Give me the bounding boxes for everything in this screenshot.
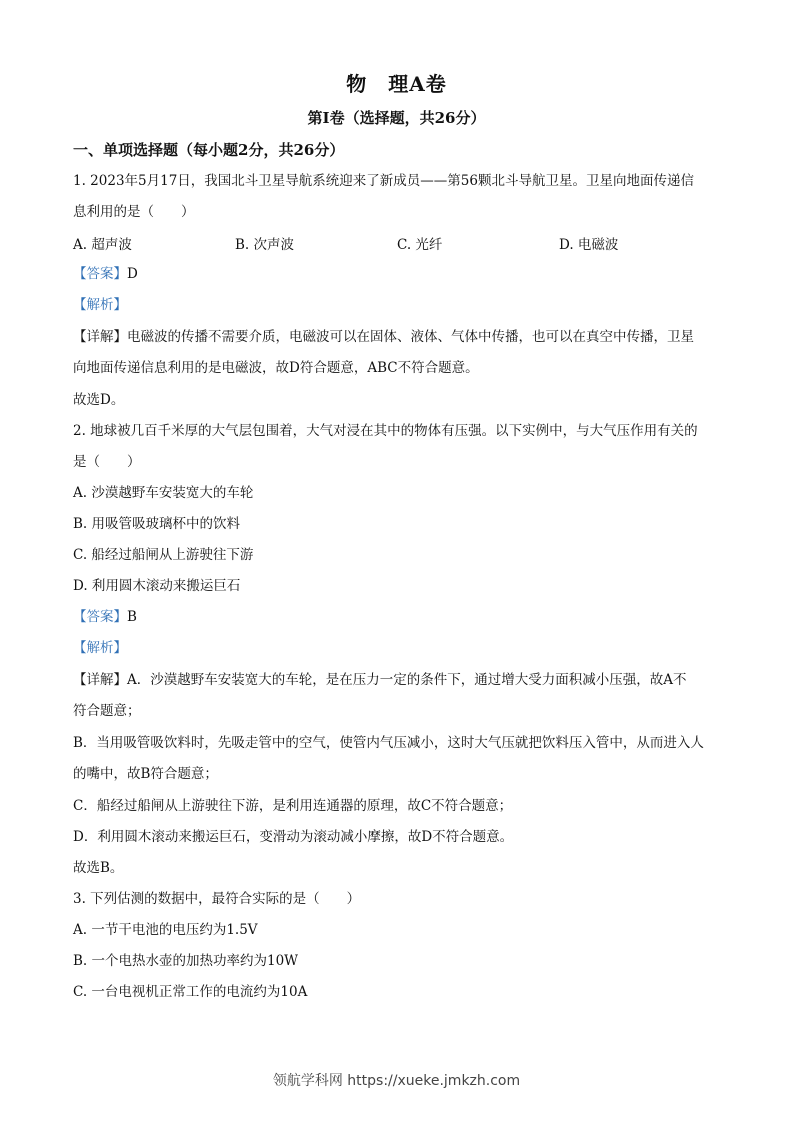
q1-stem-line2: 息利用的是（ ） — [73, 204, 195, 220]
part-title: 第Ⅰ卷（选择题，共26分） — [307, 109, 486, 127]
detail-tag: 【详解】 — [73, 672, 127, 688]
q2-answer — [73, 607, 137, 627]
answer-value: B — [127, 609, 137, 625]
detail-tag: 【详解】 — [73, 329, 127, 345]
q1-option-c: C. 光纤 — [397, 237, 443, 253]
page-title: 物 理A卷 — [346, 72, 447, 96]
section-heading: 一、单项选择题（每小题2分，共26分） — [73, 141, 345, 159]
q1-options — [73, 233, 723, 253]
q2-option-d: D. 利用圆木滚动来搬运巨石 — [73, 578, 241, 594]
q1-answer — [73, 264, 138, 284]
q2-detail-line3: B．当用吸管吸饮料时，先吸走管中的空气，使管内气压减小，这时大气压就把饮料压入管中，从而进入人 — [73, 735, 704, 751]
q2-detail-line2: 符合题意； — [73, 703, 141, 719]
q3-option-a: A. 一节干电池的电压约为1.5V — [73, 922, 258, 938]
q3-option-b: B. 一个电热水壶的加热功率约为10W — [73, 953, 299, 969]
q2-option-c: C. 船经过船闸从上游驶往下游 — [73, 547, 254, 563]
q1-detail-line1 — [73, 327, 694, 347]
q2-analysis-tag: 【解析】 — [73, 640, 127, 656]
q2-detail-line4: 的嘴中，故B符合题意； — [73, 766, 218, 782]
q1-option-d: D. 电磁波 — [559, 237, 619, 253]
q1-option-a: A. 超声波 — [73, 237, 132, 253]
q3-stem: 3. 下列估测的数据中，最符合实际的是（ ） — [73, 891, 361, 907]
q3-option-c: C. 一台电视机正常工作的电流约为10A — [73, 984, 308, 1000]
q1-detail-line2: 向地面传递信息利用的是电磁波，故D符合题意，ABC不符合题意。 — [73, 360, 479, 376]
q2-detail-line6: D．利用圆木滚动来搬运巨石，变滑动为滚动减小摩擦，故D不符合题意。 — [73, 829, 514, 845]
detail-text: A．沙漠越野车安装宽大的车轮，是在压力一定的条件下，通过增大受力面积减小压强，故A不 — [127, 672, 687, 688]
q2-stem-line2: 是（ ） — [73, 454, 141, 470]
q2-detail-line1 — [73, 670, 687, 690]
answer-tag: 【答案】 — [73, 609, 127, 625]
q1-stem-line1: 1. 2023年5月17日，我国北斗卫星导航系统迎来了新成员——第56颗北斗导航卫星。卫星向地面传递信 — [73, 173, 694, 189]
q2-stem-line1: 2. 地球被几百千米厚的大气层包围着，大气对浸在其中的物体有压强。以下实例中，与大气压作用有关的 — [73, 423, 698, 439]
q2-detail-line5: C．船经过船闸从上游驶往下游，是利用连通器的原理，故C不符合题意； — [73, 798, 513, 814]
q1-option-b: B. 次声波 — [235, 237, 295, 253]
detail-text: 电磁波的传播不需要介质，电磁波可以在固体、液体、气体中传播，也可以在真空中传播，卫星 — [127, 329, 694, 345]
q2-option-b: B. 用吸管吸玻璃杯中的饮料 — [73, 516, 241, 532]
q1-analysis-tag: 【解析】 — [73, 297, 127, 313]
footer-watermark: 领航学科网 https://xueke.jmkzh.com — [272, 1073, 521, 1089]
q2-option-a: A. 沙漠越野车安装宽大的车轮 — [73, 485, 254, 501]
q1-conclusion: 故选D。 — [73, 392, 125, 408]
answer-tag: 【答案】 — [73, 266, 127, 282]
answer-value: D — [127, 266, 138, 282]
q2-conclusion: 故选B。 — [73, 860, 124, 876]
